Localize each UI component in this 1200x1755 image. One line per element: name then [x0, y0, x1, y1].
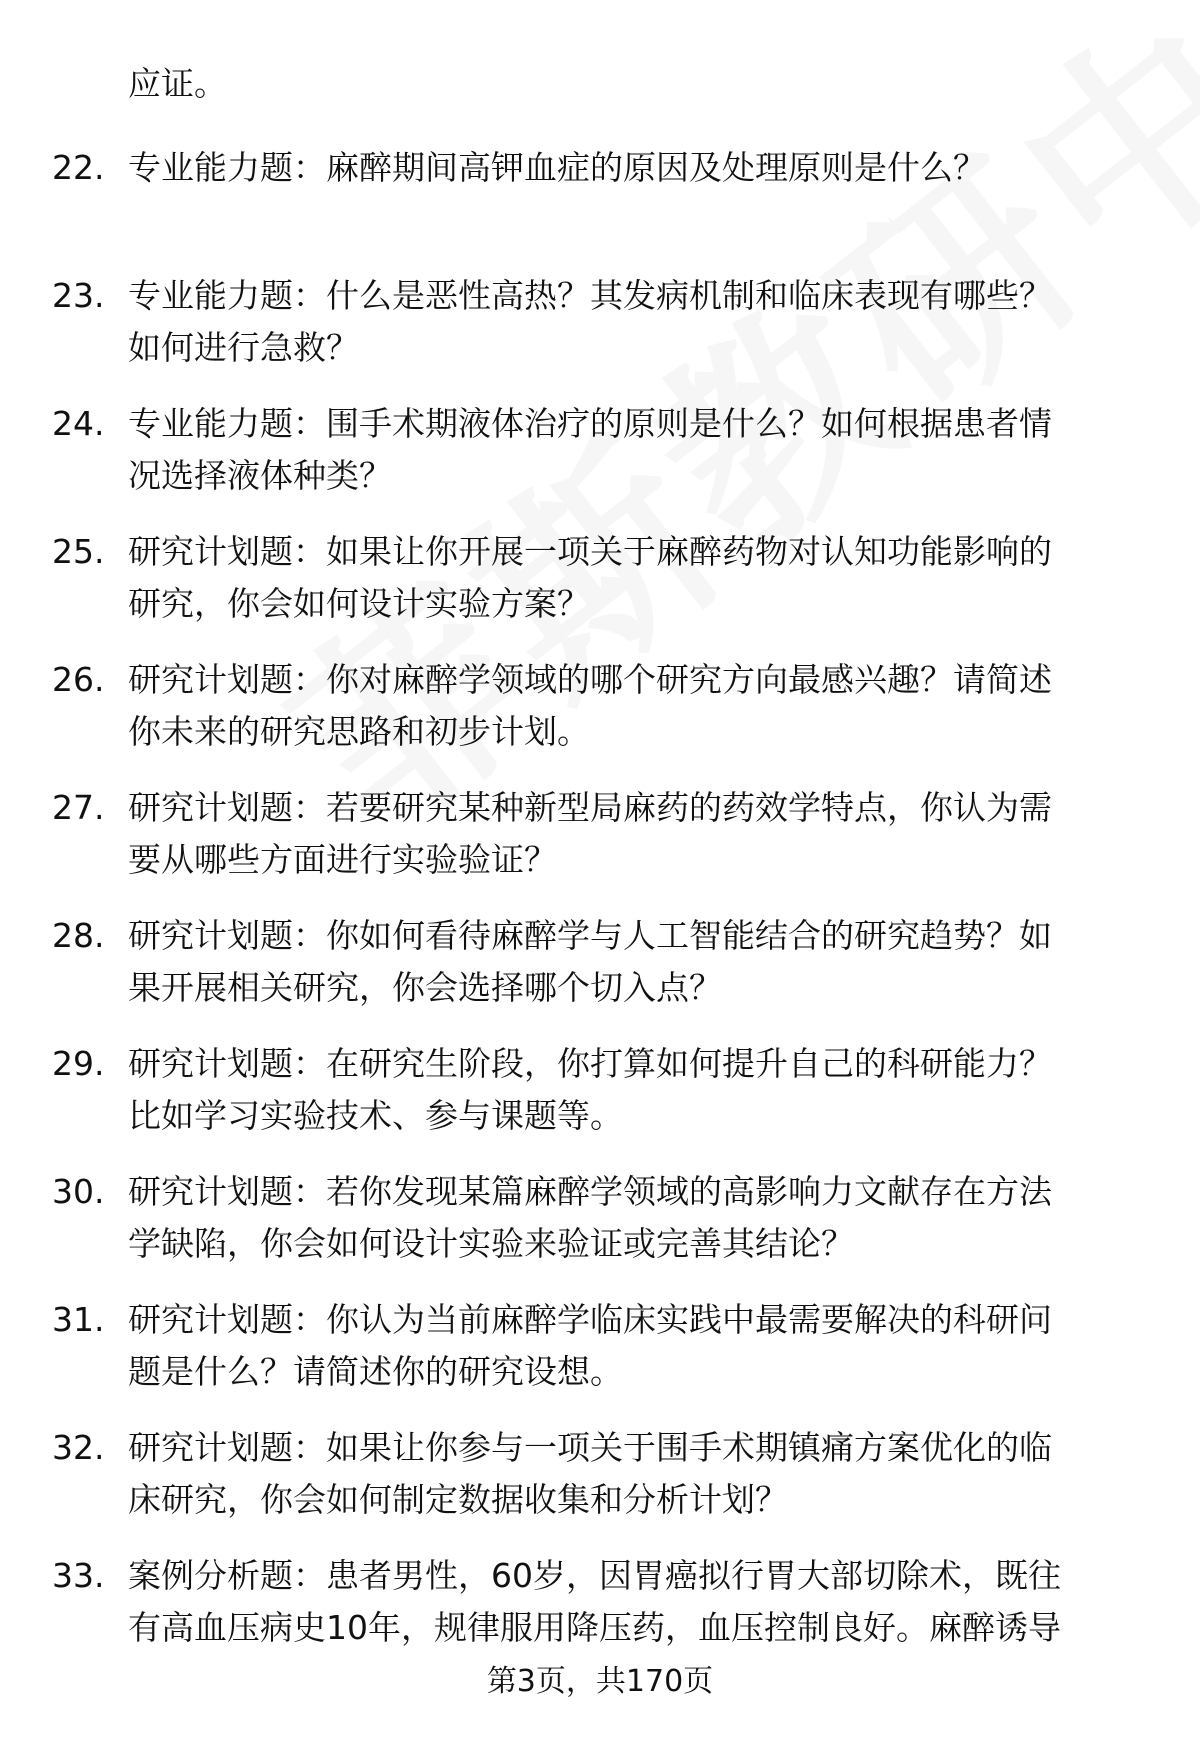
question-line: 有高血压病史10年，规律服用降压药，血压控制良好。麻醉诱导 [128, 1608, 1061, 1647]
question-text [128, 1550, 1158, 1654]
question-line: 况选择液体种类？ [128, 456, 392, 495]
question-text [128, 270, 1158, 374]
question-line: 题是什么？请简述你的研究设想。 [128, 1352, 623, 1391]
question-line: 比如学习实验技术、参与课题等。 [128, 1096, 623, 1135]
question-item [0, 1294, 1200, 1422]
question-line: 研究计划题：如果让你开展一项关于麻醉药物对认知功能影响的 [128, 532, 1052, 571]
question-line: 学缺陷，你会如何设计实验来验证或完善其结论？ [128, 1224, 854, 1263]
question-number: 24. [52, 404, 105, 443]
question-number: 33. [52, 1556, 105, 1595]
question-line: 研究计划题：你对麻醉学领域的哪个研究方向最感兴趣？请简述 [128, 660, 1052, 699]
question-item [0, 142, 1200, 270]
question-line: 研究计划题：你如何看待麻醉学与人工智能结合的研究趋势？如 [128, 916, 1052, 955]
question-line: 研究计划题：若你发现某篇麻醉学领域的高影响力文献存在方法 [128, 1172, 1052, 1211]
question-item [0, 1166, 1200, 1294]
question-text [128, 782, 1158, 886]
question-item [0, 910, 1200, 1038]
question-line: 床研究，你会如何制定数据收集和分析计划？ [128, 1480, 788, 1519]
continuation-text: 应证。 [128, 64, 227, 103]
question-number: 25. [52, 532, 105, 571]
question-text [128, 1422, 1158, 1526]
question-line: 专业能力题：围手术期液体治疗的原则是什么？如何根据患者情 [128, 404, 1052, 443]
question-number: 23. [52, 276, 105, 315]
question-line: 你未来的研究思路和初步计划。 [128, 712, 590, 751]
question-number: 28. [52, 916, 105, 955]
question-number: 29. [52, 1044, 105, 1083]
question-item [0, 1422, 1200, 1550]
question-text [128, 1038, 1158, 1142]
question-number: 31. [52, 1300, 105, 1339]
question-text [128, 526, 1158, 630]
question-line: 果开展相关研究，你会选择哪个切入点？ [128, 968, 722, 1007]
question-number: 27. [52, 788, 105, 827]
question-text [128, 910, 1158, 1014]
question-item [0, 526, 1200, 654]
question-list [0, 142, 1200, 1678]
question-item [0, 270, 1200, 398]
question-line: 案例分析题：患者男性，60岁，因胃癌拟行胃大部切除术，既往 [128, 1556, 1061, 1595]
question-item [0, 782, 1200, 910]
question-item [0, 1038, 1200, 1166]
question-number: 30. [52, 1172, 105, 1211]
question-item [0, 654, 1200, 782]
question-line: 研究计划题：若要研究某种新型局麻药的药效学特点，你认为需 [128, 788, 1052, 827]
question-line: 研究计划题：你认为当前麻醉学临床实践中最需要解决的科研问 [128, 1300, 1052, 1339]
question-item [0, 398, 1200, 526]
question-line: 如何进行急救？ [128, 328, 359, 367]
question-line: 要从哪些方面进行实验验证？ [128, 840, 557, 879]
question-line: 研究，你会如何设计实验方案？ [128, 584, 590, 623]
page-footer: 第3页，共170页 [486, 1664, 714, 1699]
question-number: 22. [52, 148, 105, 187]
question-text [128, 142, 1158, 194]
question-number: 26. [52, 660, 105, 699]
question-number: 32. [52, 1428, 105, 1467]
question-line: 研究计划题：在研究生阶段，你打算如何提升自己的科研能力？ [128, 1044, 1052, 1083]
question-text [128, 654, 1158, 758]
question-line: 专业能力题：什么是恶性高热？其发病机制和临床表现有哪些？ [128, 276, 1052, 315]
question-text [128, 398, 1158, 502]
question-line: 研究计划题：如果让你参与一项关于围手术期镇痛方案优化的临 [128, 1428, 1052, 1467]
question-line: 专业能力题：麻醉期间高钾血症的原因及处理原则是什么？ [128, 148, 986, 187]
question-text [128, 1294, 1158, 1398]
question-text [128, 1166, 1158, 1270]
